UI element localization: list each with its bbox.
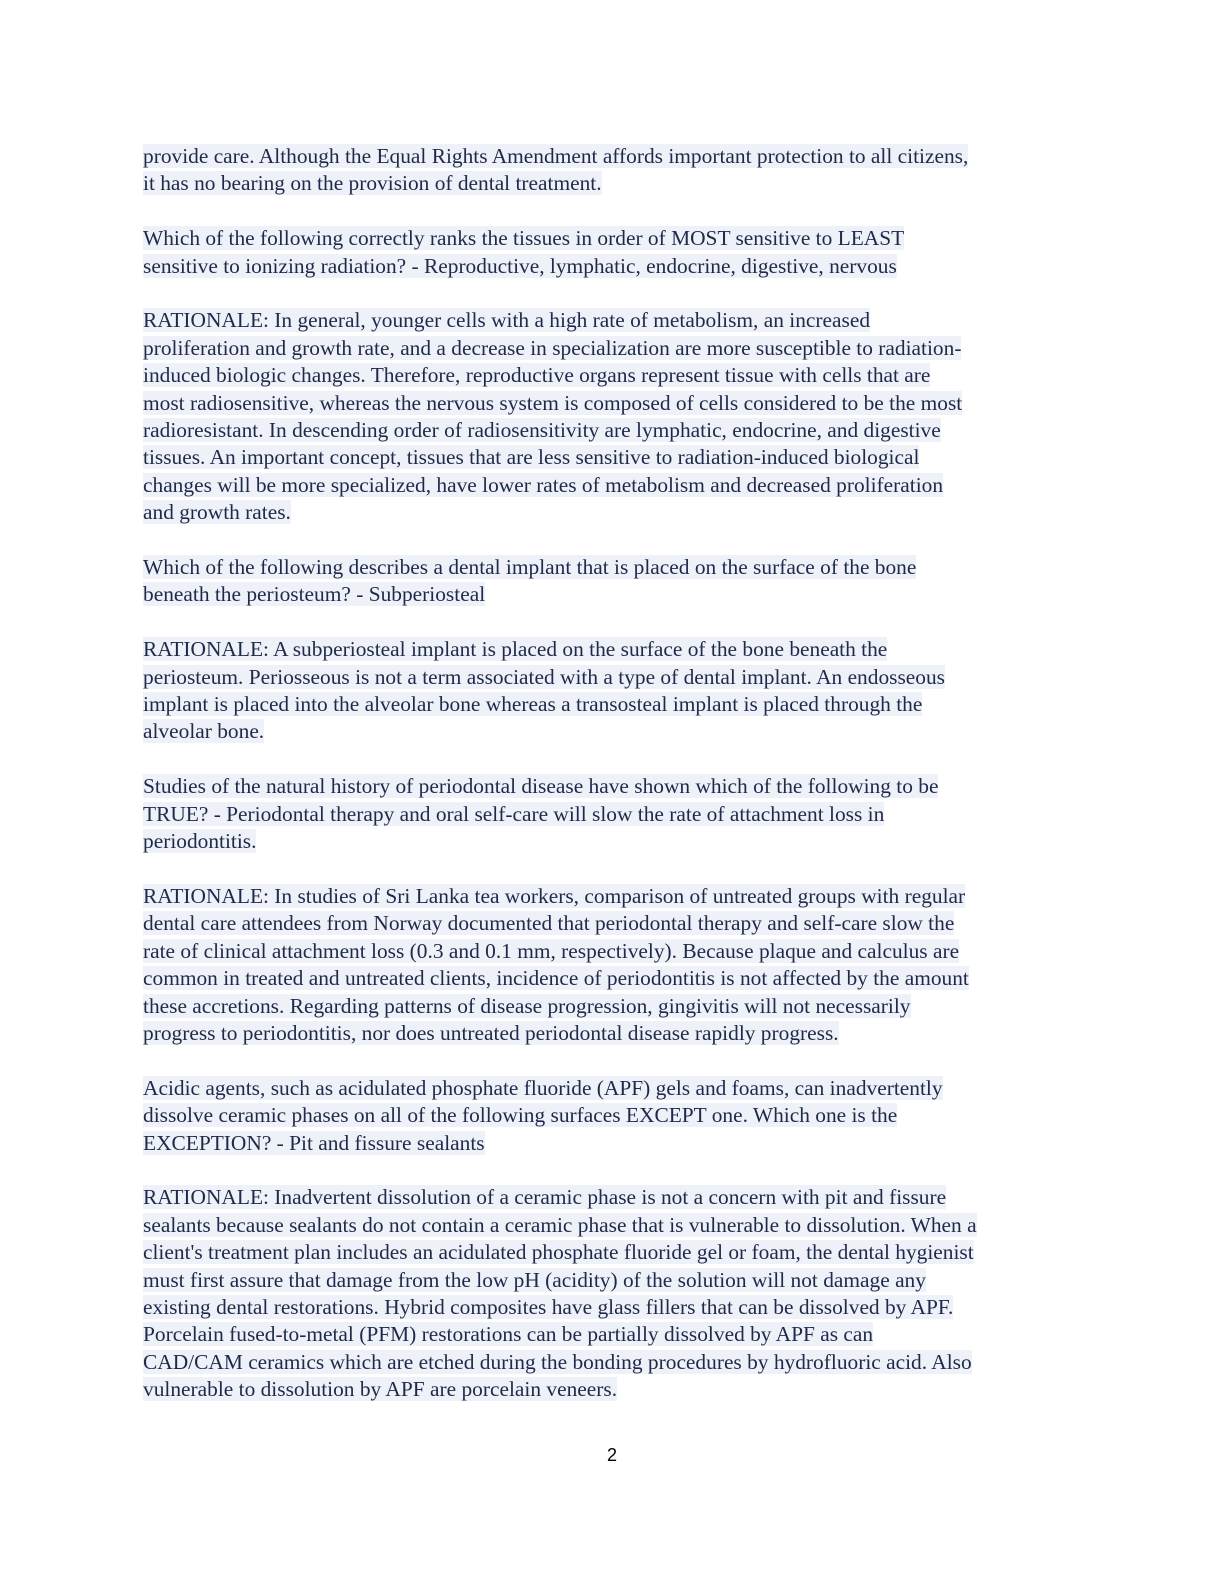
text-line-content: progress to periodontitis, nor does untreated periodontal disease rapidly progress. — [143, 1020, 839, 1045]
text-line-content: common in treated and untreated clients, incidence of periodontitis is not affected by the amount — [143, 966, 969, 991]
text-line-content: periodontitis. — [143, 829, 257, 854]
text-line-content: alveolar bone. — [143, 719, 265, 744]
text-line — [143, 554, 1083, 581]
paragraph — [143, 143, 1083, 198]
text-line-content: changes will be more specialized, have lower rates of metabolism and decreased proliferation — [143, 472, 944, 497]
text-line-content: must first assure that damage from the low pH (acidity) of the solution will not damage any — [143, 1267, 926, 1292]
text-line-content: provide care. Although the Equal Rights Amendment affords important protection to all citizens, — [143, 144, 969, 168]
text-line-content: Which of the following correctly ranks the tissues in order of MOST sensitive to LEAST — [143, 226, 905, 251]
text-line-content: Acidic agents, such as acidulated phosphate fluoride (APF) gels and foams, can inadvertently — [143, 1075, 943, 1100]
text-line-content: TRUE? - Periodontal therapy and oral self-care will slow the rate of attachment loss in — [143, 801, 885, 826]
text-line — [143, 335, 1083, 362]
text-line — [143, 417, 1083, 444]
text-line-content: proliferation and growth rate, and a decrease in specialization are more susceptible to radiation- — [143, 335, 962, 360]
text-line — [143, 362, 1083, 389]
text-line-content: it has no bearing on the provision of dental treatment. — [143, 171, 602, 196]
text-line — [143, 1376, 1083, 1403]
page-number: 2 — [606, 1445, 617, 1465]
text-line — [143, 444, 1083, 471]
text-line — [143, 718, 1083, 745]
paragraph — [143, 1075, 1083, 1157]
text-line — [143, 1239, 1083, 1266]
text-line — [143, 1075, 1083, 1102]
text-line — [143, 1349, 1083, 1376]
text-line — [143, 691, 1083, 718]
text-line-content: radioresistant. In descending order of radiosensitivity are lymphatic, endocrine, and digestive — [143, 418, 941, 443]
text-line-content: RATIONALE: In studies of Sri Lanka tea workers, comparison of untreated groups with regular — [143, 883, 966, 908]
text-line-content: client's treatment plan includes an acidulated phosphate fluoride gel or foam, the dental hygienist — [143, 1240, 974, 1265]
text-line-content: dissolve ceramic phases on all of the following surfaces EXCEPT one. Which one is the — [143, 1103, 898, 1128]
text-line-content: tissues. An important concept, tissues that are less sensitive to radiation-induced biological — [143, 445, 920, 470]
paragraph — [143, 225, 1083, 280]
text-line — [143, 801, 1083, 828]
text-line — [143, 253, 1083, 280]
text-line — [143, 910, 1083, 937]
text-line — [143, 1321, 1083, 1348]
text-line — [143, 581, 1083, 608]
text-line-content: rate of clinical attachment loss (0.3 and 0.1 mm, respectively). Because plaque and calculus are — [143, 938, 960, 963]
text-line-content: CAD/CAM ceramics which are etched during the bonding procedures by hydrofluoric acid. Also — [143, 1349, 972, 1374]
text-line — [143, 664, 1083, 691]
text-line — [143, 1102, 1083, 1129]
text-line-content: EXCEPTION? - Pit and fissure sealants — [143, 1130, 485, 1155]
text-line — [143, 307, 1083, 334]
paragraph — [143, 1184, 1083, 1403]
text-line — [143, 993, 1083, 1020]
text-line — [143, 143, 1083, 170]
text-line-content: RATIONALE: A subperiosteal implant is placed on the surface of the bone beneath the — [143, 637, 888, 662]
paragraph — [143, 636, 1083, 746]
text-line-content: and growth rates. — [143, 500, 291, 525]
text-line-content: periosteum. Periosseous is not a term associated with a type of dental implant. An endosseous — [143, 664, 946, 689]
text-line-content: RATIONALE: Inadvertent dissolution of a ceramic phase is not a concern with pit and fissure — [143, 1185, 947, 1210]
text-line — [143, 499, 1083, 526]
text-line — [143, 1020, 1083, 1047]
paragraph — [143, 554, 1083, 609]
paragraph — [143, 883, 1083, 1047]
paragraph — [143, 773, 1083, 855]
text-line — [143, 1130, 1083, 1157]
text-line-content: induced biologic changes. Therefore, reproductive organs represent tissue with cells that are — [143, 363, 931, 388]
text-line — [143, 1267, 1083, 1294]
text-line — [143, 938, 1083, 965]
text-line-content: beneath the periosteum? - Subperiosteal — [143, 582, 486, 607]
text-line — [143, 225, 1083, 252]
text-line-content: RATIONALE: In general, younger cells with a high rate of metabolism, an increased — [143, 308, 871, 333]
text-line-content: these accretions. Regarding patterns of disease progression, gingivitis will not necessarily — [143, 993, 911, 1018]
text-line-content: most radiosensitive, whereas the nervous system is composed of cells considered to be the most — [143, 390, 963, 415]
text-line — [143, 1212, 1083, 1239]
text-line-content: Porcelain fused-to-metal (PFM) restorations can be partially dissolved by APF as can — [143, 1322, 874, 1347]
text-line-content: Studies of the natural history of periodontal disease have shown which of the following to be — [143, 774, 939, 799]
text-line-content: implant is placed into the alveolar bone whereas a transosteal implant is placed through the — [143, 692, 923, 717]
document-body — [143, 143, 1083, 1431]
text-line — [143, 170, 1083, 197]
text-line — [143, 965, 1083, 992]
text-line-content: Which of the following describes a dental implant that is placed on the surface of the bone — [143, 555, 917, 580]
paragraph — [143, 307, 1083, 526]
text-line-content: existing dental restorations. Hybrid composites have glass fillers that can be dissolved by APF. — [143, 1294, 954, 1319]
text-line — [143, 1184, 1083, 1211]
text-line — [143, 883, 1083, 910]
text-line-content: vulnerable to dissolution by APF are porcelain veneers. — [143, 1377, 618, 1402]
text-line — [143, 472, 1083, 499]
text-line — [143, 828, 1083, 855]
text-line — [143, 390, 1083, 417]
text-line-content: sealants because sealants do not contain a ceramic phase that is vulnerable to dissolution. When a — [143, 1212, 977, 1237]
text-line — [143, 773, 1083, 800]
text-line — [143, 636, 1083, 663]
text-line-content: sensitive to ionizing radiation? - Reproductive, lymphatic, endocrine, digestive, nervous — [143, 253, 897, 278]
text-line-content: dental care attendees from Norway documented that periodontal therapy and self-care slow the — [143, 911, 955, 936]
text-line — [143, 1294, 1083, 1321]
